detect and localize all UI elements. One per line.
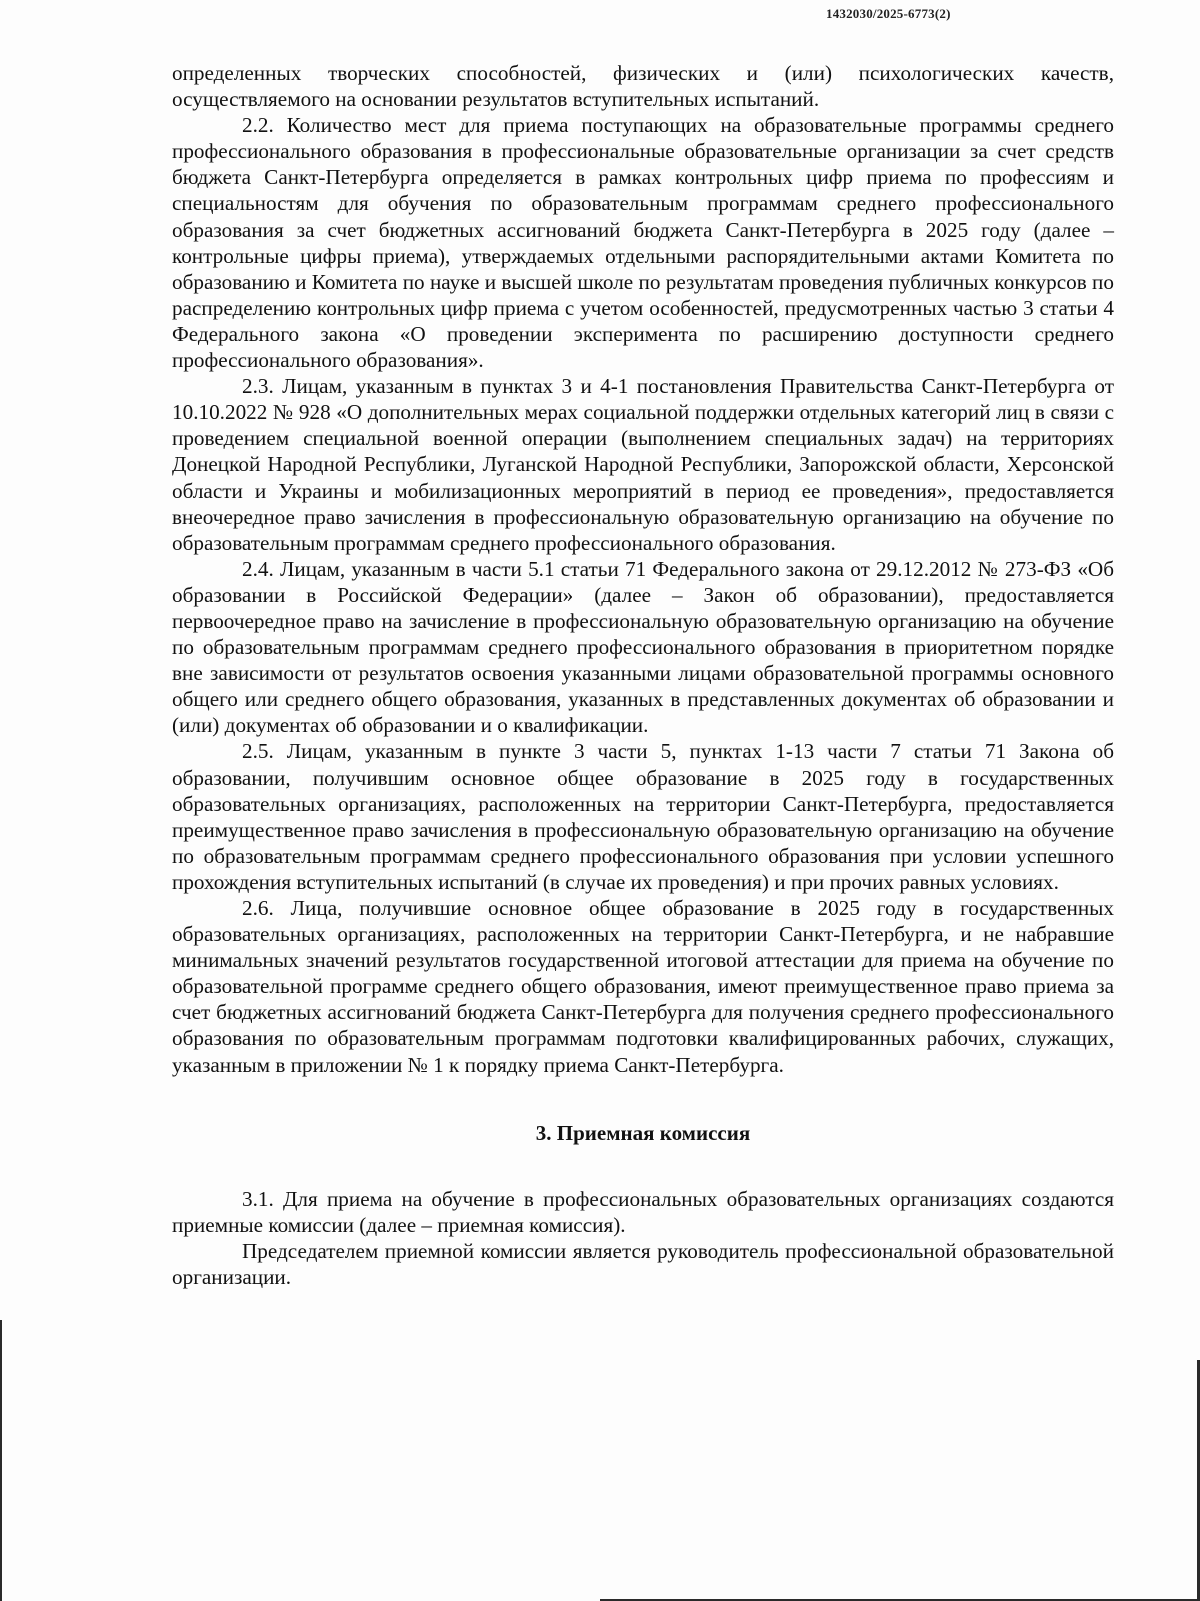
document-number: 1432030/2025-6773(2)	[826, 6, 951, 21]
scan-edge-left	[0, 1320, 2, 1601]
paragraph-intro-continuation: определенных творческих способностей, физических и (или) психологических качеств, осуществляемого на основании результатов вступительных испытаний.	[172, 61, 1114, 112]
paragraph-3-1: 3.1. Для приема на обучение в профессиональных образовательных организациях создаются приемные комиссии (далее – приемная комиссия).	[172, 1186, 1114, 1237]
paragraph-2-3: 2.3. Лицам, указанным в пунктах 3 и 4-1 постановления Правительства Санкт-Петербурга от 10.10.2022 № 928 «О дополнительных мерах социальной поддержки отдельных категорий лиц в связи с проведением специальной военной операции (выполнением специальных задач) на территориях Донецкой Народной Республики, Луганской Народной Республики, Запорожской области, Херсонской области и Украины и мобилизационных мероприятий в период ее проведения», предоставляется внеочередное право зачисления в профессиональную образовательную организацию на обучение по образовательным программам среднего профессионального образования.	[172, 374, 1114, 555]
document-body	[172, 60, 1114, 1290]
section-3-heading: 3. Приемная комиссия	[535, 1120, 751, 1145]
paragraph-2-6: 2.6. Лица, получившие основное общее образование в 2025 году в государственных образовательных организациях, расположенных на территории Санкт-Петербурга, и не набравшие минимальных значений результатов государственной итоговой аттестации для приема на обучение по образовательной программе среднего общего образования, имеют преимущественное право приема за счет бюджетных ассигнований бюджета Санкт-Петербурга для получения среднего профессионального образования по образовательным программам подготовки квалифицированных рабочих, служащих, указанным в приложении № 1 к порядку приема Санкт-Петербурга.	[172, 896, 1114, 1077]
paragraph-3-1-chair: Председателем приемной комиссии является руководитель профессиональной образовательной организации.	[172, 1238, 1114, 1289]
paragraph-2-2: 2.2. Количество мест для приема поступающих на образовательные программы среднего профессионального образования в профессиональные образовательные организации за счет средств бюджета Санкт-Петербурга определяется в рамках контрольных цифр приема по профессиям и специальностям для обучения по образовательным программам среднего профессионального образования за счет бюджетных ассигнований бюджета Санкт-Петербурга в 2025 году (далее – контрольные цифры приема), утверждаемых отдельными распорядительными актами Комитета по образованию и Комитета по науке и высшей школе по результатам проведения публичных конкурсов по распределению контрольных цифр приема с учетом особенностей, предусмотренных частью 3 статьи 4 Федерального закона «О проведении эксперимента по расширению доступности среднего профессионального образования».	[172, 113, 1114, 373]
paragraph-2-5: 2.5. Лицам, указанным в пункте 3 части 5, пунктах 1-13 части 7 статьи 71 Закона об образовании, получившим основное общее образование в 2025 году в государственных образовательных организациях, расположенных на территории Санкт-Петербурга, предоставляется преимущественное право зачисления в профессиональную образовательную организацию на обучение по образовательным программам среднего профессионального образования при условии успешного прохождения вступительных испытаний (в случае их проведения) и при прочих равных условиях.	[172, 739, 1114, 894]
paragraph-2-4: 2.4. Лицам, указанным в части 5.1 статьи 71 Федерального закона от 29.12.2012 № 273-ФЗ «Об образовании в Российской Федерации» (далее – Закон об образовании), предоставляется первоочередное право на зачисление в профессиональную образовательную организацию на обучение по образовательным программам среднего профессионального образования в приоритетном порядке вне зависимости от результатов освоения указанными лицами образовательной программы основного общего или среднего общего образования, указанных в представленных документах об образовании и (или) документах об образовании и о квалификации.	[172, 556, 1114, 738]
